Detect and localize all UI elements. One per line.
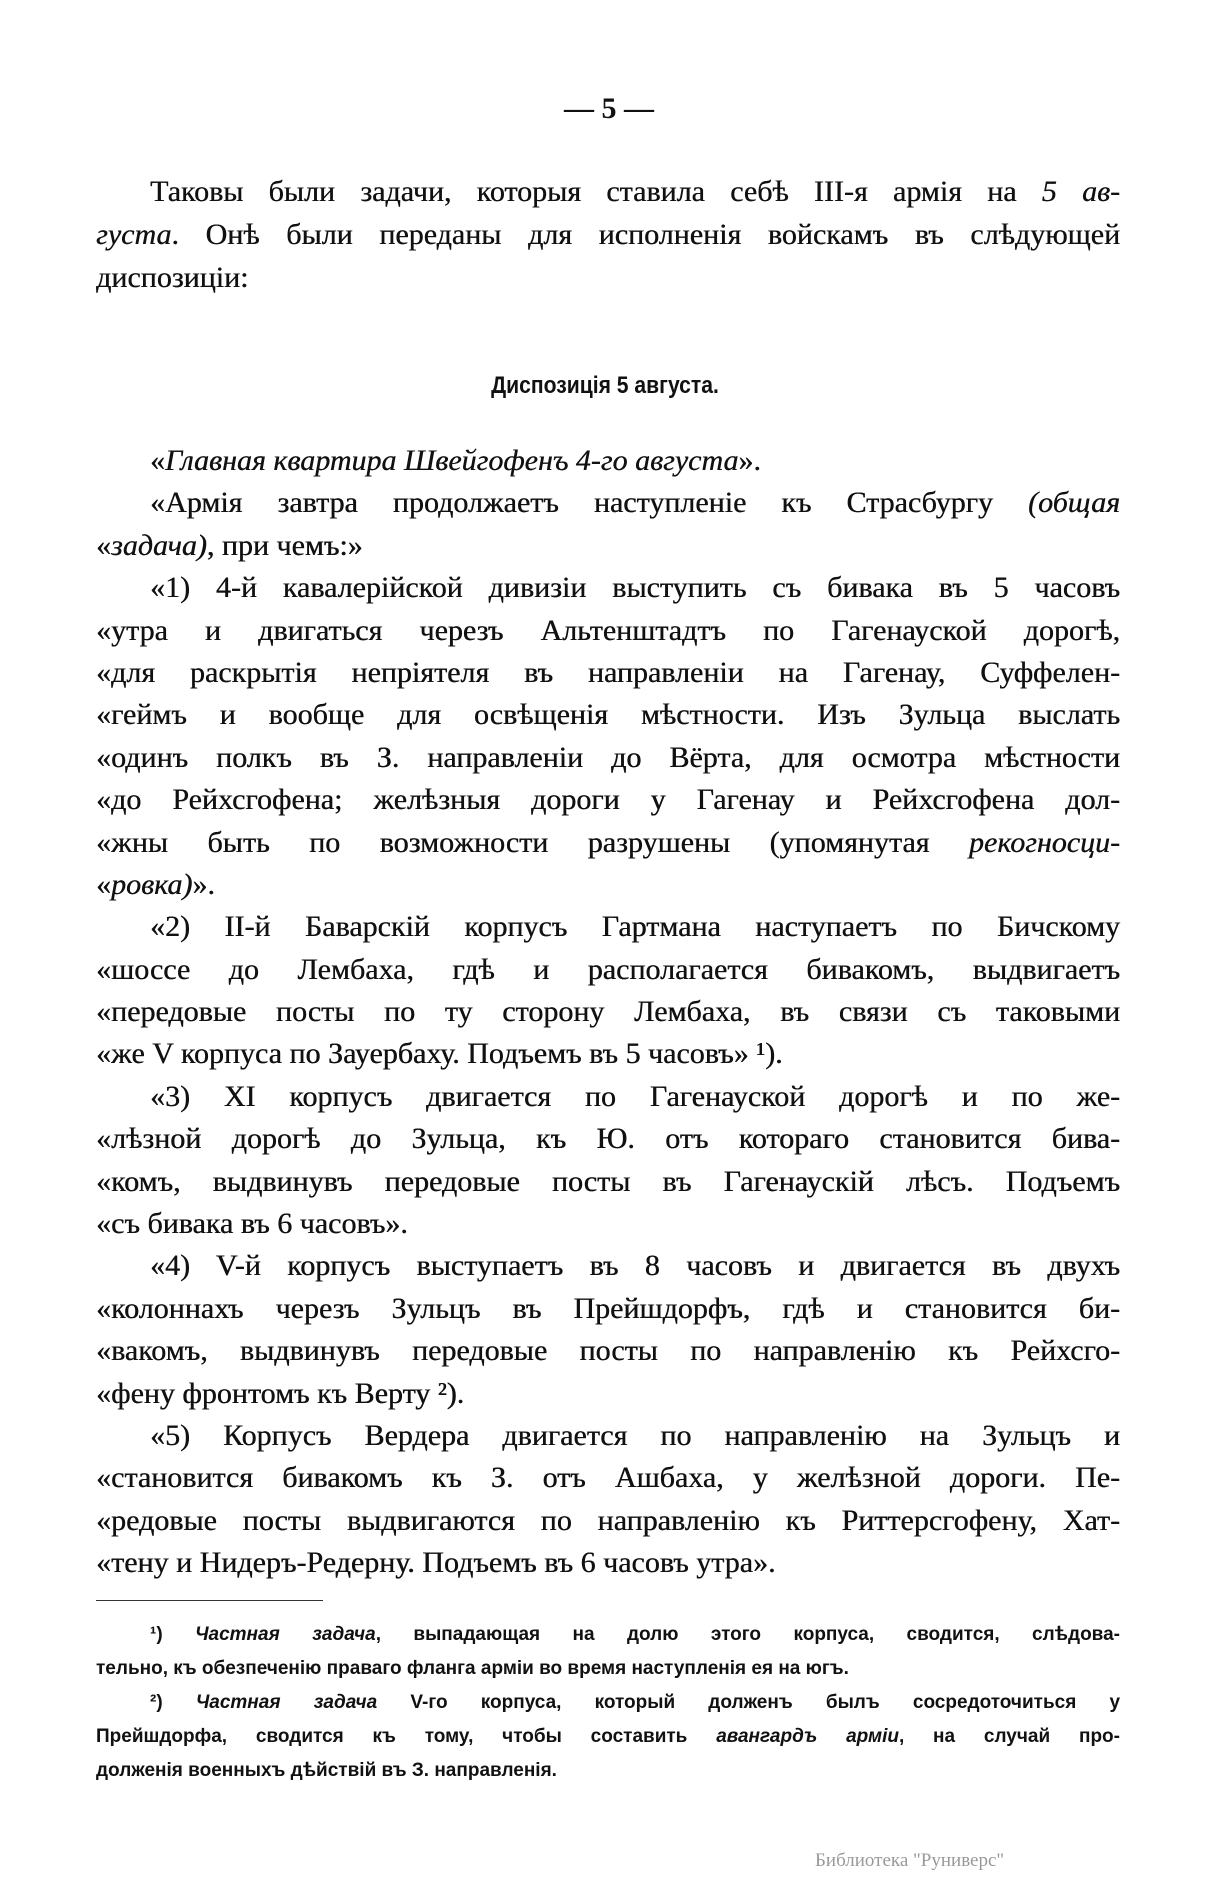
- text-line: [96, 1415, 1120, 1457]
- text-segment: «: [150, 444, 165, 477]
- text-line: [96, 1203, 1120, 1245]
- text-line: [96, 1652, 1120, 1686]
- text-segment: , на случай про-: [898, 1726, 1120, 1747]
- text-line: [96, 694, 1120, 736]
- text-line: [96, 1288, 1120, 1330]
- text-segment: «для раскрытія непріятеля въ направленіи на Гагенау, Суффелен-: [96, 655, 1120, 689]
- text-line: [96, 567, 1120, 609]
- text-segment: Прейшдорфа, сводится къ тому, чтобы составить: [96, 1726, 717, 1747]
- text-segment: «тену и Нидеръ-Редерну. Подъемъ въ 6 часовъ утра».: [96, 1546, 776, 1580]
- text-line: [96, 737, 1120, 779]
- text-line: [96, 1754, 1120, 1788]
- text-line: [96, 256, 1120, 299]
- text-segment: ²): [150, 1692, 196, 1713]
- text-line: [96, 1457, 1120, 1499]
- italic-text: (общая: [1027, 486, 1120, 520]
- text-line: [96, 482, 1120, 524]
- text-segment: «утра и двигаться черезъ Альтенштадтъ по Гагенауской дорогѣ,: [96, 613, 1120, 647]
- text-line: [96, 1686, 1120, 1720]
- text-segment: ».: [192, 867, 215, 901]
- text-segment: «4) V-й корпусъ выступаетъ въ 8 часовъ и двигается въ двухъ: [150, 1249, 1120, 1283]
- italic-text: Главная квартира Швейгофенъ 4-го августа: [165, 444, 739, 477]
- text-segment: , при чемъ:»: [206, 528, 363, 562]
- text-line: [96, 1618, 1120, 1652]
- text-line: [96, 864, 1120, 906]
- text-line: [96, 779, 1120, 821]
- text-line: [96, 822, 1120, 864]
- text-segment: «геймъ и вообще для освѣщенія мѣстности. Изъ Зульца выслать: [96, 698, 1120, 732]
- library-watermark: Библиотека "Руниверс": [815, 1850, 1005, 1871]
- text-segment: , выпадающая на долю этого корпуса, сводится, слѣдова-: [375, 1624, 1121, 1645]
- text-segment: «жны быть по возможности разрушены (упомянутая: [96, 825, 969, 859]
- text-segment: «Армія завтра продолжаетъ наступленіе къ Страсбургу: [150, 486, 1028, 520]
- italic-text: авангардъ арміи: [716, 1726, 899, 1747]
- text-segment: «колоннахъ черезъ Зульцъ въ Прейшдорфъ, гдѣ и становится би-: [96, 1291, 1120, 1325]
- text-segment: «редовые посты выдвигаются по направленію къ Риттерсгофену, Хат-: [96, 1503, 1120, 1537]
- text-segment: «3) XI корпусъ двигается по Гагенауской дорогѣ и по же-: [150, 1079, 1120, 1113]
- footnotes: [96, 1618, 1120, 1788]
- text-line: [96, 1500, 1120, 1542]
- text-segment: диспозиціи:: [96, 261, 249, 294]
- text-segment: «до Рейхсгофена; желѣзныя дороги у Гагенау и Рейхсгофена дол-: [96, 783, 1120, 817]
- text-segment: «2) II-й Баварскій корпусъ Гартмана наступаетъ по Бичскому: [150, 910, 1120, 944]
- page-number: — 5 —: [564, 92, 654, 125]
- text-segment: «: [96, 528, 111, 562]
- italic-text: Частная задача: [195, 1692, 378, 1713]
- text-segment: долженія военныхъ дѣйствій въ З. направленія.: [96, 1760, 557, 1781]
- text-segment: . Онѣ были переданы для исполненія войскамъ въ слѣдующей: [171, 218, 1120, 251]
- text-line: [96, 610, 1120, 652]
- text-segment: ¹): [150, 1624, 196, 1645]
- italic-text: рекогносци-: [968, 825, 1120, 859]
- text-segment: «съ бивака въ 6 часовъ».: [96, 1207, 408, 1241]
- text-segment: Таковы были задачи, которыя ставила себѣ III-я армія на: [150, 175, 1042, 208]
- text-segment: «5) Корпусъ Вердера двигается по направленію на Зульцъ и: [150, 1418, 1120, 1452]
- text-line: [96, 906, 1120, 948]
- text-line: [96, 1330, 1120, 1372]
- text-segment: «передовые посты по ту сторону Лембаха, въ связи съ таковыми: [96, 995, 1120, 1029]
- text-segment: «шоссе до Лембаха, гдѣ и располагается бивакомъ, выдвигаетъ: [96, 952, 1120, 986]
- text-segment: «вакомъ, выдвинувъ передовые посты по направленію къ Рейхсго-: [96, 1334, 1120, 1368]
- text-line: [96, 652, 1120, 694]
- text-line: [96, 1720, 1120, 1754]
- text-segment: «: [96, 867, 111, 901]
- text-segment: V-го корпуса, который долженъ былъ сосредоточиться у: [377, 1692, 1121, 1713]
- text-line: [96, 1373, 1120, 1415]
- text-line: [96, 213, 1120, 256]
- text-line: [96, 949, 1120, 991]
- text-line: [96, 440, 1120, 482]
- section-heading: Диспозиція 5 августа.: [491, 372, 719, 399]
- text-segment: «фену фронтомъ къ Верту ²).: [96, 1376, 465, 1410]
- text-segment: «становится бивакомъ къ З. отъ Ашбаха, у желѣзной дороги. Пе-: [96, 1461, 1120, 1495]
- italic-text: ровка): [111, 867, 193, 901]
- text-segment: «лѣзной дорогѣ до Зульца, къ Ю. отъ котораго становится бива-: [96, 1122, 1120, 1156]
- text-line: [96, 1118, 1120, 1160]
- italic-text: задача): [111, 528, 207, 562]
- text-segment: ».: [738, 444, 761, 477]
- text-segment: тельно, къ обезпеченію праваго фланга арміи во время наступленія ея на югъ.: [96, 1658, 849, 1679]
- text-line: [96, 1033, 1120, 1075]
- text-line: [96, 991, 1120, 1033]
- footnote-divider: [96, 1600, 323, 1601]
- text-line: [96, 1542, 1120, 1584]
- intro-paragraph: [96, 170, 1120, 299]
- text-segment: «же V корпуса по Зауербаху. Подъемъ въ 5 часовъ» ¹).: [96, 1037, 783, 1071]
- text-segment: «1) 4-й кавалерійской дивизіи выступить съ бивака въ 5 часовъ: [150, 571, 1120, 605]
- italic-text: густа: [96, 218, 172, 251]
- text-segment: «комъ, выдвинувъ передовые посты въ Гагенаускій лѣсъ. Подъемъ: [96, 1164, 1120, 1198]
- text-line: [96, 1245, 1120, 1287]
- text-line: [96, 170, 1120, 213]
- disposition-text: [96, 440, 1120, 1585]
- text-segment: «одинъ полкъ въ З. направленіи до Вёрта, для осмотра мѣстности: [96, 740, 1120, 774]
- italic-text: Частная задача: [195, 1624, 376, 1645]
- text-line: [96, 525, 1120, 567]
- italic-text: 5 ав-: [1041, 175, 1120, 208]
- text-line: [96, 1076, 1120, 1118]
- text-line: [96, 1161, 1120, 1203]
